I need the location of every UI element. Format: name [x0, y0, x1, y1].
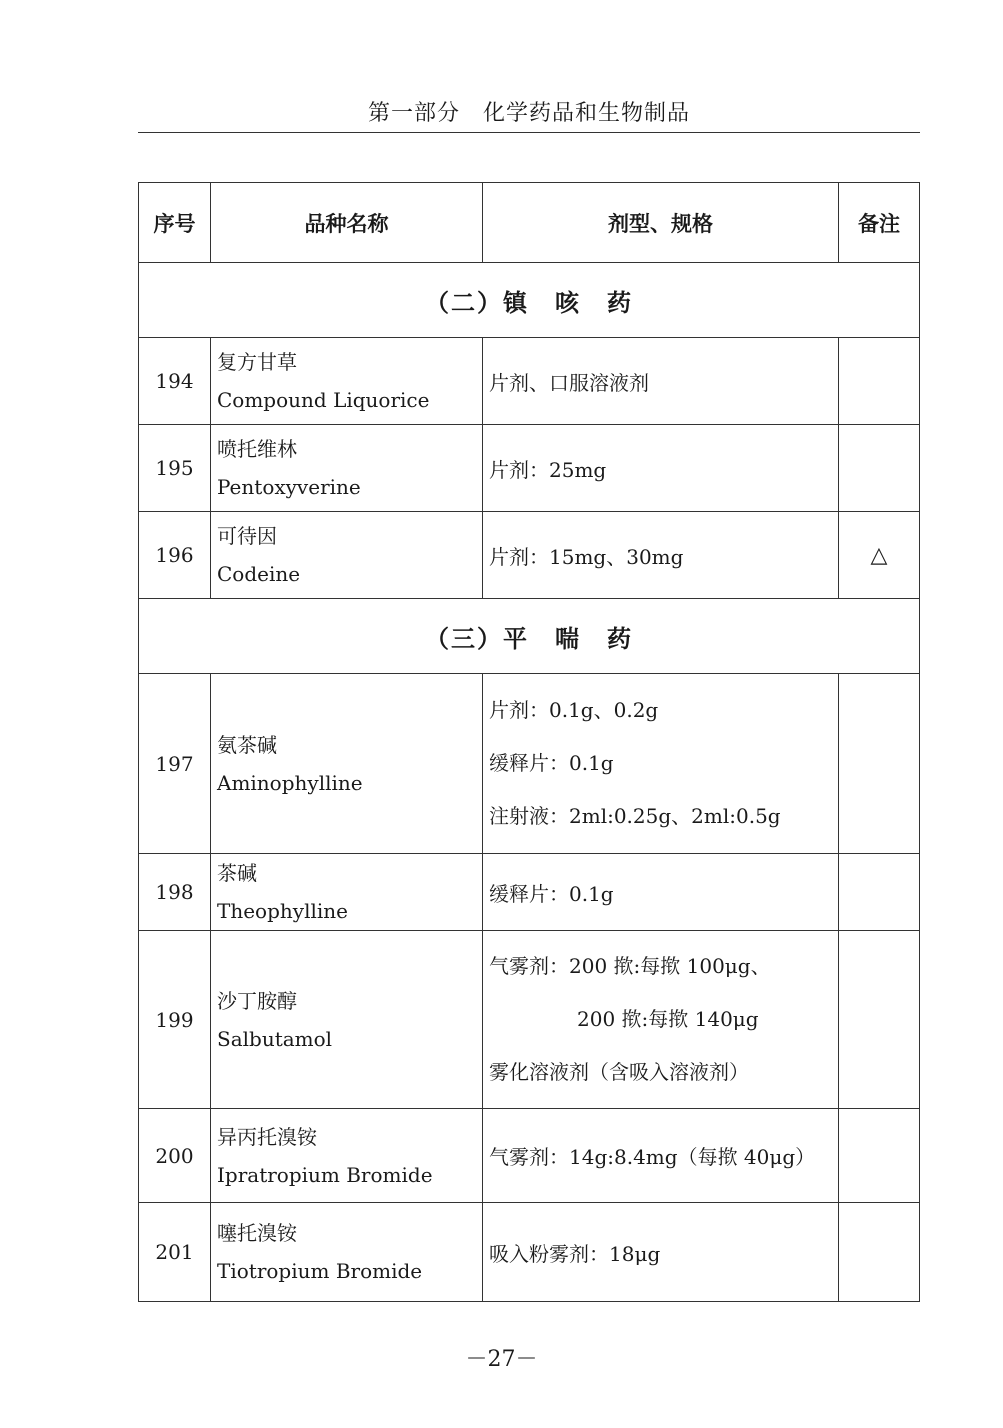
- spec-line: 吸入粉雾剂：18μg: [489, 1241, 661, 1266]
- row-number: 196: [139, 512, 211, 599]
- spec-cell: [483, 425, 839, 512]
- drug-name-cell: [211, 854, 483, 931]
- spec-line: 200 揿:每揿 140μg: [577, 1007, 759, 1031]
- drug-name-cn: 喷托维林: [217, 437, 297, 461]
- table-header-row: [139, 183, 920, 263]
- spec-cell: [483, 338, 839, 425]
- spec-line: 气雾剂：200 揿:每揿 100μg、: [489, 954, 771, 978]
- note-cell: [839, 674, 920, 854]
- spec-line: 缓释片：0.1g: [489, 751, 614, 775]
- section-row-antiasthmatic: [139, 599, 920, 674]
- drug-name-en: Theophylline: [217, 899, 348, 923]
- drug-name-cn: 沙丁胺醇: [217, 988, 297, 1013]
- drug-name-cell: [211, 338, 483, 425]
- drug-name-cell: [211, 674, 483, 854]
- spec-cell: [483, 512, 839, 599]
- drug-name-en: Ipratropium Bromide: [217, 1162, 433, 1187]
- drug-name-cell: [211, 1203, 483, 1302]
- drug-name-cell: [211, 1109, 483, 1203]
- spec-line: 气雾剂：14g:8.4mg（每揿 40μg）: [489, 1145, 816, 1169]
- row-number: 201: [139, 1203, 211, 1302]
- page-number: －27－: [465, 1347, 538, 1372]
- table-row: [139, 338, 920, 425]
- spec-line: 片剂：25mg: [489, 457, 607, 482]
- drug-name-en: Salbutamol: [217, 1026, 333, 1051]
- drug-name-en: Pentoxyverine: [217, 475, 361, 499]
- drug-name-en: Codeine: [217, 562, 301, 586]
- spec-cell: [483, 1203, 839, 1302]
- column-header-note: 备注: [839, 183, 920, 263]
- table-row: [139, 1109, 920, 1203]
- header-divider: [138, 132, 920, 133]
- column-header-no: 序号: [139, 183, 211, 263]
- table-row: [139, 674, 920, 854]
- spec-cell: [483, 1109, 839, 1203]
- row-number: 198: [139, 854, 211, 931]
- table-row: [139, 931, 920, 1109]
- drug-name-en: Aminophylline: [217, 770, 363, 795]
- note-cell: [839, 425, 920, 512]
- section-title: （三）平 喘 药: [139, 599, 920, 674]
- note-cell: [839, 1109, 920, 1203]
- drug-name-cell: [211, 931, 483, 1109]
- table-row: [139, 425, 920, 512]
- drug-name-en: Tiotropium Bromide: [217, 1259, 423, 1283]
- table-row: [139, 1203, 920, 1302]
- spec-cell: [483, 931, 839, 1109]
- triangle-icon: △: [839, 512, 920, 599]
- column-header-spec: 剂型、规格: [483, 183, 839, 263]
- section-row-antitussive: [139, 263, 920, 338]
- row-number: 194: [139, 338, 211, 425]
- row-number: 199: [139, 931, 211, 1109]
- drug-name-cn: 复方甘草: [217, 350, 297, 374]
- spec-line: 片剂：15mg、30mg: [489, 544, 684, 569]
- spec-line: 片剂：0.1g、0.2g: [489, 698, 659, 722]
- section-title: （二）镇 咳 药: [139, 263, 920, 338]
- note-cell: [839, 931, 920, 1109]
- spec-cell: [483, 674, 839, 854]
- spec-line: 缓释片：0.1g: [489, 881, 614, 906]
- table-row: [139, 512, 920, 599]
- spec-line: 注射液：2ml:0.25g、2ml:0.5g: [489, 804, 781, 828]
- drug-name-cn: 异丙托溴铵: [217, 1124, 317, 1149]
- note-cell: [839, 338, 920, 425]
- spec-line: 片剂、口服溶液剂: [489, 370, 649, 395]
- row-number: 195: [139, 425, 211, 512]
- spec-line: 雾化溶液剂（含吸入溶液剂）: [489, 1060, 749, 1084]
- drug-name-cell: [211, 425, 483, 512]
- row-number: 197: [139, 674, 211, 854]
- page-header-title: 第一部分 化学药品和生物制品: [367, 101, 690, 126]
- drug-name-en: Compound Liquorice: [217, 388, 430, 412]
- spec-cell: [483, 854, 839, 931]
- drug-name-cn: 茶碱: [217, 861, 257, 885]
- drug-table: [138, 182, 920, 1302]
- note-cell: [839, 854, 920, 931]
- drug-name-cn: 噻托溴铵: [217, 1221, 297, 1245]
- drug-name-cn: 可待因: [217, 524, 277, 548]
- row-number: 200: [139, 1109, 211, 1203]
- column-header-name: 品种名称: [211, 183, 483, 263]
- drug-name-cell: [211, 512, 483, 599]
- note-cell: [839, 1203, 920, 1302]
- drug-name-cn: 氨茶碱: [217, 732, 277, 757]
- table-row: [139, 854, 920, 931]
